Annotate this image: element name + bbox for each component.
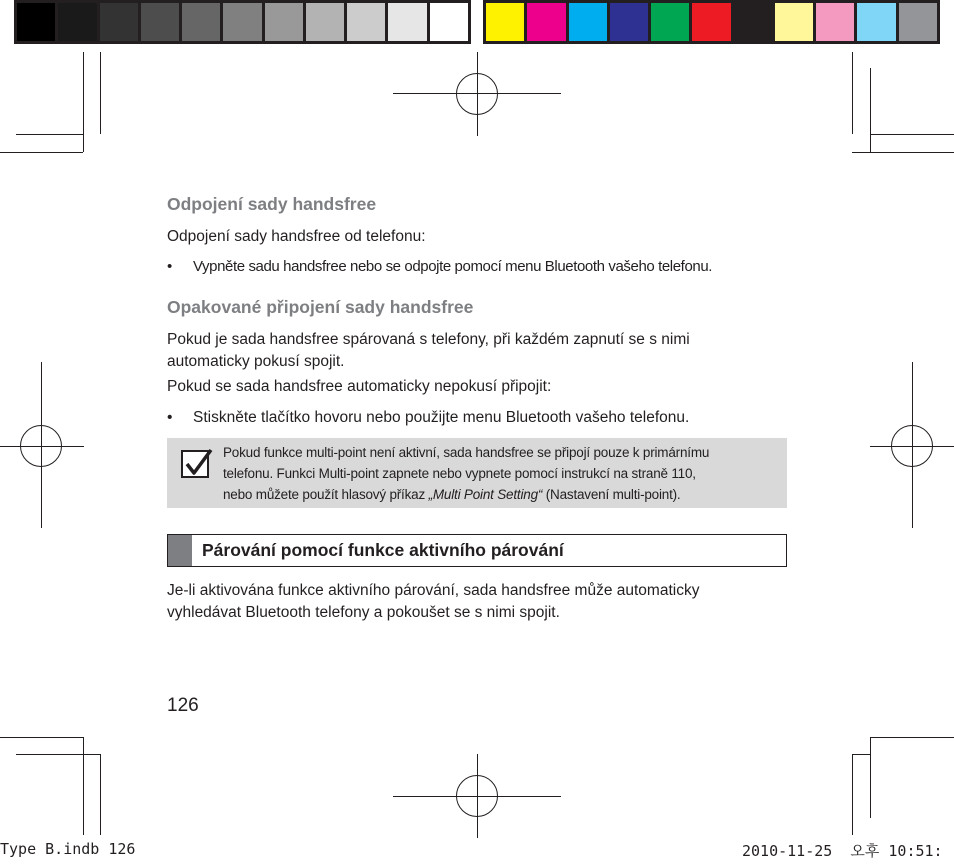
slug-timestamp: 2010-11-25 오후 10:51: — [742, 842, 943, 860]
color-swatch — [899, 3, 937, 41]
crop-mark — [100, 754, 101, 835]
note-text-segment: (Nastavení multi-point). — [542, 487, 681, 502]
registration-mark-circle — [456, 775, 498, 817]
note-text-segment: nebo můžete použít hlasový příkaz — [223, 487, 429, 502]
gray-swatch — [388, 3, 426, 41]
crop-mark — [83, 737, 84, 835]
crop-mark — [0, 737, 83, 738]
gray-swatch — [58, 3, 96, 41]
paragraph: Pokud se sada handsfree automaticky nepokusí připojit: — [167, 378, 552, 395]
bullet-item — [167, 409, 689, 427]
crop-mark — [100, 52, 101, 134]
color-swatch — [692, 3, 730, 41]
crop-mark — [852, 152, 954, 153]
crop-mark — [870, 68, 871, 152]
registration-mark-circle — [20, 425, 62, 467]
checkmark-icon — [181, 450, 209, 478]
gray-swatch — [182, 3, 220, 41]
color-swatch — [610, 3, 648, 41]
paragraph-line: vyhledávat Bluetooth telefony a pokoušet se s nimi spojit. — [167, 604, 560, 621]
note-line: Pokud funkce multi-point není aktivní, sada handsfree se připojí pouze k primárnímu — [223, 445, 710, 460]
section-title-active-pairing: Párování pomocí funkce aktivního párování — [202, 540, 564, 560]
crop-mark — [0, 152, 83, 153]
crop-mark — [83, 52, 84, 152]
bullet-marker: • — [167, 258, 173, 275]
registration-mark-circle — [456, 73, 498, 115]
gray-swatch — [347, 3, 385, 41]
page-number: 126 — [167, 695, 199, 716]
note-box — [167, 438, 787, 508]
note-line: telefonu. Funkci Multi-point zapnete nebo vypnete pomocí instrukcí na straně 110, — [223, 466, 696, 481]
gray-swatch — [306, 3, 344, 41]
color-swatch — [569, 3, 607, 41]
paragraph-line: automaticky pokusí spojit. — [167, 353, 345, 370]
paragraph-line: Je-li aktivována funkce aktivního párování, sada handsfree může automaticky — [167, 582, 700, 599]
paragraph-line: Pokud je sada handsfree spárovaná s telefony, při každém zapnutí se s nimi — [167, 331, 690, 348]
color-swatch — [486, 3, 524, 41]
voice-command-text: „Multi Point Setting“ — [428, 487, 543, 502]
bullet-marker: • — [167, 409, 173, 426]
color-swatch — [527, 3, 565, 41]
crop-mark — [870, 134, 954, 135]
gray-swatch — [223, 3, 261, 41]
crop-mark — [852, 52, 853, 134]
bullet-text: Vypněte sadu handsfree nebo se odpojte pomocí menu Bluetooth vašeho telefonu. — [193, 258, 713, 275]
section-tab-marker — [168, 535, 192, 566]
process-color-bar — [483, 0, 940, 44]
gray-swatch — [141, 3, 179, 41]
gray-swatch — [265, 3, 303, 41]
grayscale-color-bar — [14, 0, 471, 44]
section-heading-disconnect: Odpojení sady handsfree — [167, 194, 377, 214]
crop-mark — [16, 134, 83, 135]
crop-mark — [870, 737, 871, 818]
color-swatch — [651, 3, 689, 41]
color-swatch — [775, 3, 813, 41]
note-text — [223, 442, 709, 505]
color-swatch — [816, 3, 854, 41]
registration-mark-circle — [891, 425, 933, 467]
gray-swatch — [430, 3, 468, 41]
section-header-box — [167, 534, 787, 567]
crop-mark — [852, 754, 853, 835]
crop-mark — [16, 754, 100, 755]
gray-swatch — [100, 3, 138, 41]
color-swatch — [734, 3, 772, 41]
color-swatch — [857, 3, 895, 41]
bullet-text: Stiskněte tlačítko hovoru nebo použijte menu Bluetooth vašeho telefonu. — [193, 409, 690, 426]
slug-filename: Type B.indb 126 — [0, 840, 136, 858]
paragraph: Odpojení sady handsfree od telefonu: — [167, 228, 426, 245]
section-heading-reconnect: Opakované připojení sady handsfree — [167, 297, 474, 317]
crop-mark — [870, 737, 954, 738]
bullet-item — [167, 258, 712, 275]
crop-mark — [852, 754, 870, 755]
gray-swatch — [17, 3, 55, 41]
note-line — [223, 484, 709, 505]
